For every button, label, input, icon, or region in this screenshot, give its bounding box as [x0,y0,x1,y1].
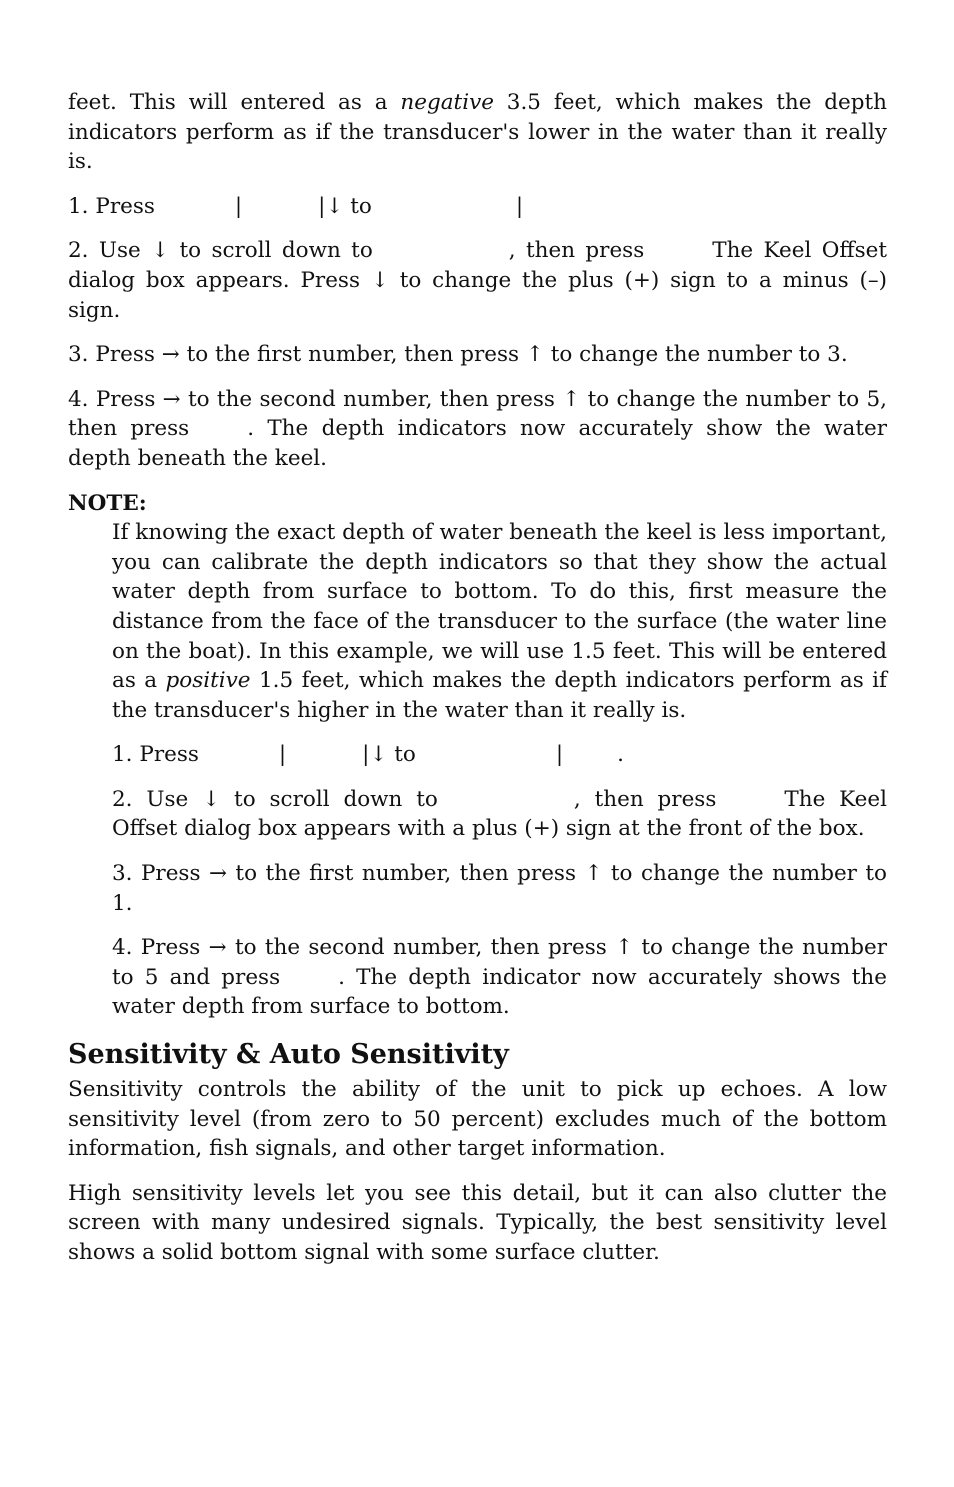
note-step-1 [112,740,887,770]
note-step-2-text: 2. Use ↓ to scroll down to [112,786,438,812]
step-4-text-cont: . The depth indicators now accurately show the water depth beneath the keel. [68,416,887,471]
note-text: If knowing the exact depth of water beneath the keel is less important, you can calibrate the depth indicators so that they show the actual water depth from surface to bottom. To do this, first measure the distance from the face of the transducer to the surface (the water line on the boat). In this example, we will use 1.5 feet. This will be entered as a [112,520,887,694]
note-step-4-text: 4. Press → to the second number, then press ↑ to change the number to 5 and press [112,935,887,990]
note-body [112,518,887,725]
step-2-text: 2. Use ↓ to scroll down to [68,238,373,264]
note-step-4 [112,933,887,1022]
intro-text: feet. This will entered as a [68,90,401,115]
step-2-then-press: , then press [508,238,645,264]
note-text-cont: 1.5 feet, which makes the depth indicators perform as if the transducer's higher in the water than it really is. [112,668,887,723]
pipe-separator: | [234,193,243,219]
section-heading: Sensitivity & Auto Sensitivity [68,1039,509,1071]
note-step-2-then-press: , then press [573,786,717,812]
intro-paragraph [68,88,887,177]
note-step-2-text-cont: The Keel Offset dialog box appears with a plus (+) sign at the front of the box. [112,786,887,842]
intro-text-cont: 3.5 feet, which makes the depth indicators perform as if the transducer's lower in the water than it really is. [68,90,887,175]
pipe-separator: | [278,742,287,768]
note-label: NOTE: [68,490,147,516]
step-1-text: 1. Press [68,193,155,219]
pipe-separator: | [515,193,524,219]
note-emphasis: positive [165,668,251,694]
step-1-arrow-to: |↓ to [318,193,372,219]
step-4 [68,385,887,474]
intro-emphasis: negative [400,90,494,115]
section-paragraph-2: High sensitivity levels let you see this detail, but it can also clutter the screen with many undesired signals. Typically, the best sensitivity level shows a solid bottom signal with some surface clutter. [68,1180,887,1265]
section-paragraph-1: Sensitivity controls the ability of the unit to pick up echoes. A low sensitivity level (from zero to 50 percent) excludes much of the bottom information, fish signals, and other target information. [68,1077,887,1162]
step-2-text-cont: The Keel Offset dialog box appears. Press ↓ to change the plus (+) sign to a minus (–) sign. [68,238,887,323]
note-step-3: 3. Press → to the first number, then press ↑ to change the number to 1. [112,861,887,916]
note-step-1-arrow-to: |↓ to [362,742,416,768]
note-step-2 [112,785,887,844]
document-page [68,88,887,1283]
note-step-4-text-cont: . The depth indicator now accurately shows the water depth from surface to bottom. [112,964,887,1020]
note-step-1-period: . [617,742,624,768]
step-3: 3. Press → to the first number, then press ↑ to change the number to 3. [68,342,848,368]
step-4-text: 4. Press → to the second number, then press ↑ to change the number to 5, then press [68,386,887,442]
step-1 [68,192,887,222]
pipe-separator: | [555,742,564,768]
note-step-1-text: 1. Press [112,742,199,768]
step-2 [68,236,887,325]
